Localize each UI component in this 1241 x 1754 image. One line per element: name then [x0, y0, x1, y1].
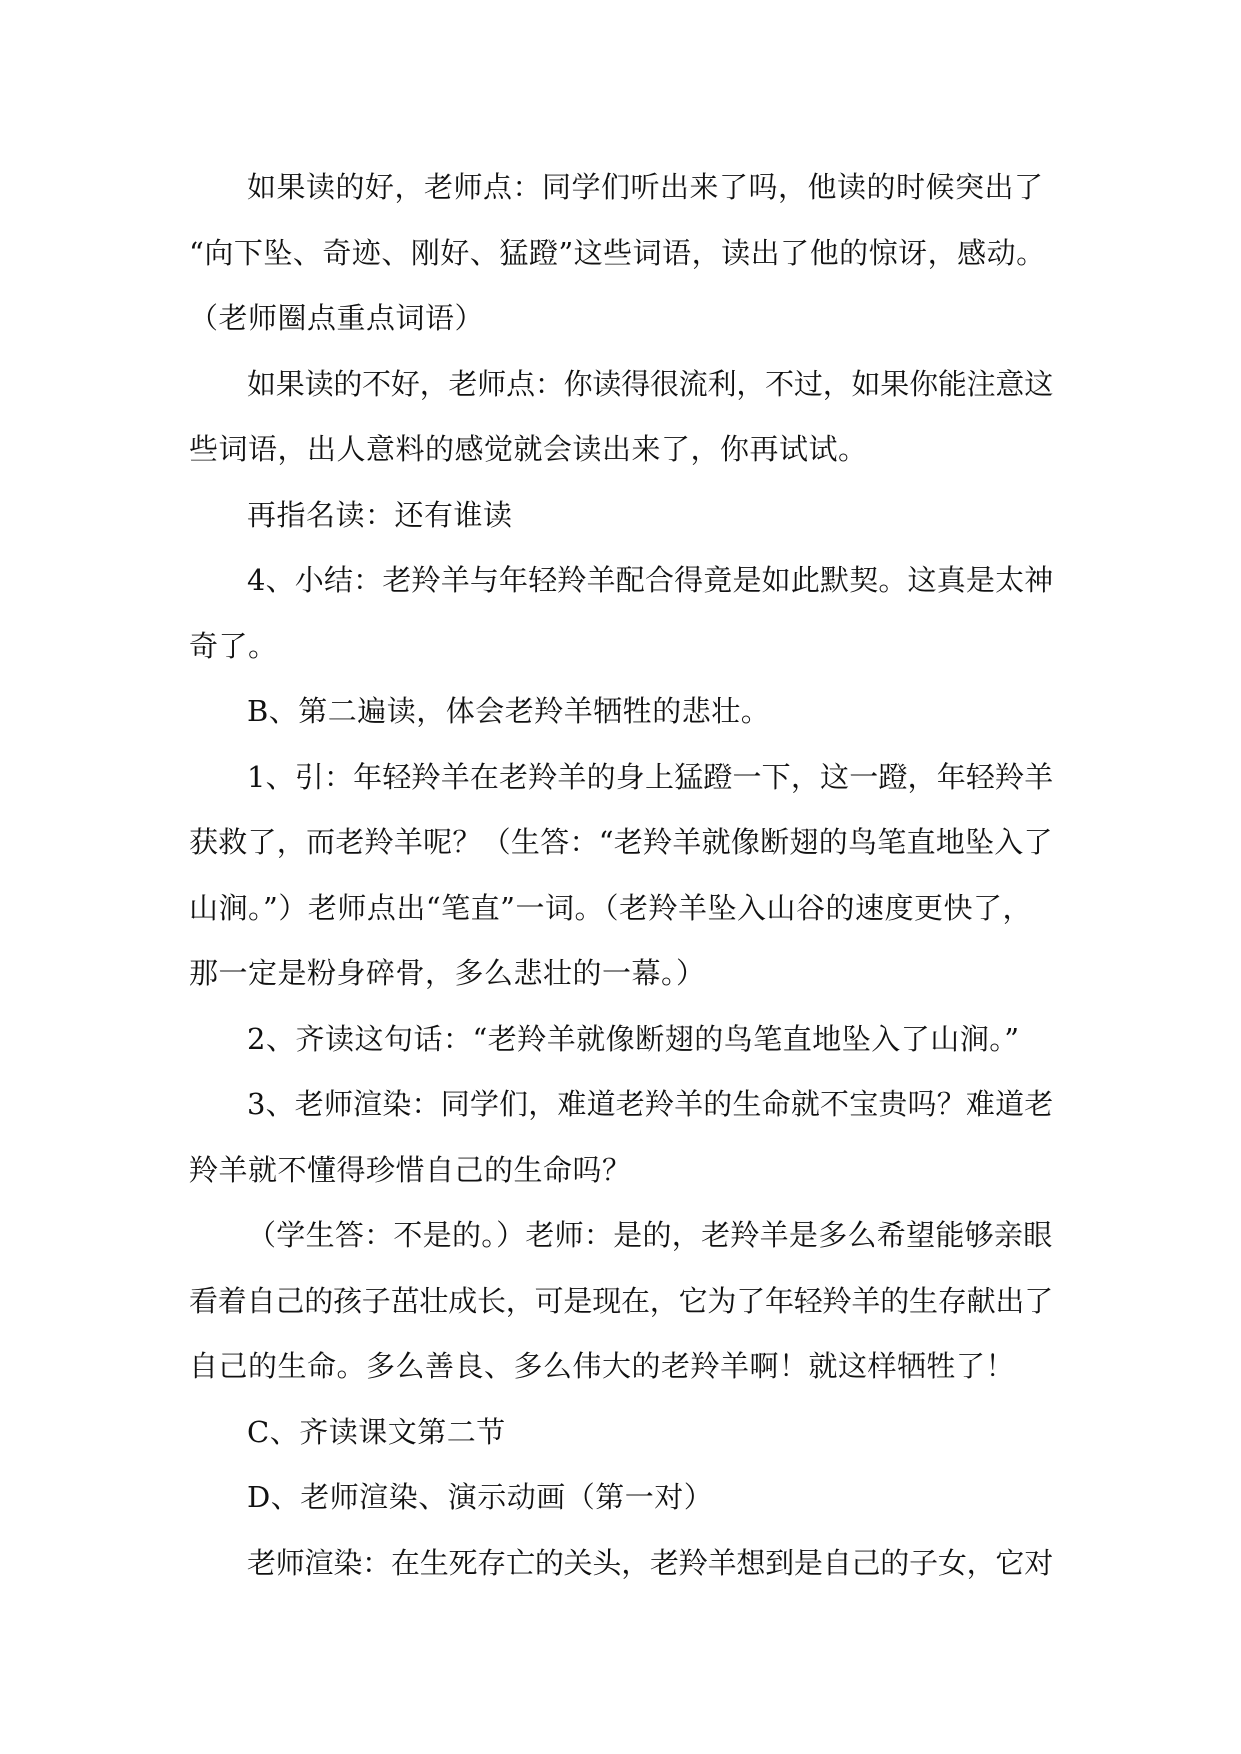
text-line: C、齐读课文第二节 — [247, 1414, 506, 1449]
text-line: 老师渲染：在生死存亡的关头，老羚羊想到是自己的子女，它对 — [247, 1545, 1054, 1580]
text-line: 4、小结：老羚羊与年轻羚羊配合得竟是如此默契。这真是太神 — [247, 563, 1054, 597]
text-line: 奇了。 — [189, 628, 278, 663]
text-line: 获救了，而老羚羊呢？（生答：“老羚羊就像断翅的鸟笔直地坠入了 — [189, 825, 1053, 859]
text-line: 自己的生命。多么善良、多么伟大的老羚羊啊！就这样牺牲了！ — [189, 1349, 1016, 1383]
text-line: 再指名读：还有谁读 — [247, 497, 513, 532]
text-line: 山涧。”）老师点出“笔直”一词。（老羚羊坠入山谷的速度更快了， — [189, 890, 1032, 925]
text-line: （老师圈点重点词语） — [189, 301, 485, 335]
text-line: D、老师渲染、演示动画（第一对） — [247, 1480, 714, 1514]
text-line: “向下坠、奇迹、刚好、猛蹬”这些词语，读出了他的惊讶，感动。 — [189, 235, 1046, 270]
text-line: 1、引：年轻羚羊在老羚羊的身上猛蹬一下，这一蹬，年轻羚羊 — [247, 759, 1054, 794]
text-line: 羚羊就不懂得珍惜自己的生命吗？ — [189, 1152, 632, 1187]
text-line: 那一定是粉身碎骨，多么悲壮的一幕。） — [189, 956, 706, 990]
text-line: 如果读的好，老师点：同学们听出来了吗，他读的时候突出了 — [247, 170, 1044, 204]
text-line: 3、老师渲染：同学们，难道老羚羊的生命就不宝贵吗？难道老 — [247, 1087, 1054, 1121]
text-line: （学生答：不是的。）老师：是的，老羚羊是多么希望能够亲眼 — [247, 1218, 1053, 1252]
text-line: 些词语，出人意料的感觉就会读出来了，你再试试。 — [189, 432, 868, 466]
text-line: 如果读的不好，老师点：你读得很流利，不过，如果你能注意这 — [247, 366, 1054, 401]
document-body — [189, 155, 1053, 1596]
text-line: B、第二遍读，体会老羚羊牺牲的悲壮。 — [247, 694, 771, 728]
text-line: 2、齐读这句话：“老羚羊就像断翅的鸟笔直地坠入了山涧。” — [247, 1021, 1020, 1056]
text-line: 看着自己的孩子茁壮成长，可是现在，它为了年轻羚羊的生存献出了 — [189, 1283, 1054, 1318]
